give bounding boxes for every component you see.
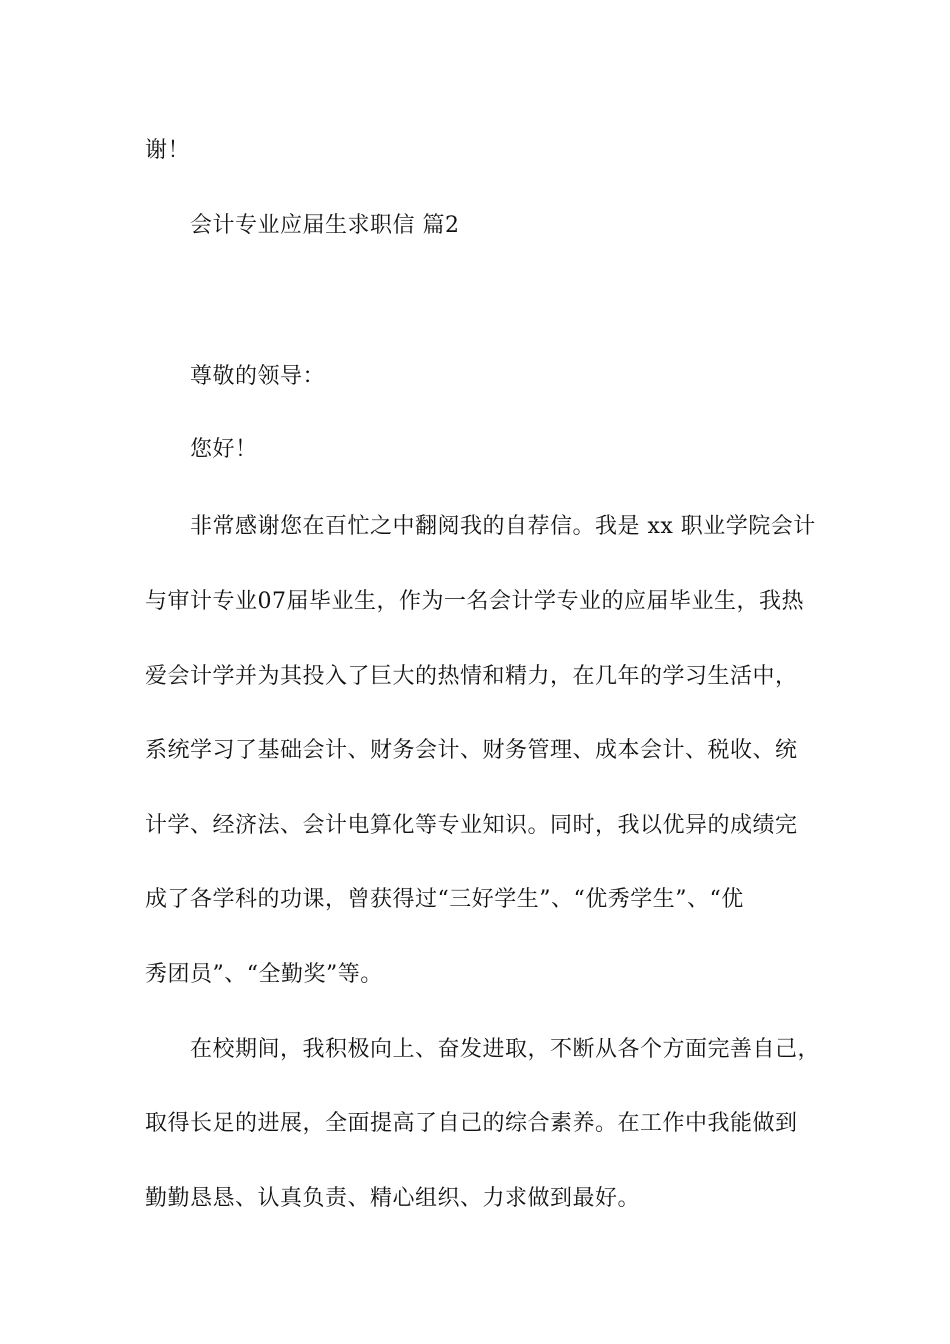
paragraph-line: 秀团员”、“全勤奖”等。 [145, 962, 383, 987]
paragraph-line: 勤勤恳恳、认真负责、精心组织、力求做到最好。 [145, 1186, 641, 1211]
paragraph-line: 系统学习了基础会计、财务会计、财务管理、成本会计、税收、统 [145, 738, 798, 763]
salutation: 尊敬的领导： [190, 364, 326, 389]
paragraph-line: 在校期间，我积极向上、奋发进取，不断从各个方面完善自己， [190, 1037, 821, 1062]
paragraph-line: 成了各学科的功课，曾获得过“三好学生”、“优秀学生”、“优 [145, 887, 744, 912]
paragraph-line: 取得长足的进展，全面提高了自己的综合素养。在工作中我能做到 [145, 1111, 798, 1136]
paragraph-line: 计学、经济法、会计电算化等专业知识。同时，我以优异的成绩完 [145, 813, 798, 838]
carryover-text: 谢！ [145, 138, 191, 163]
paragraph-line: 非常感谢您在百忙之中翻阅我的自荐信。我是 xx 职业学院会计 [190, 514, 816, 539]
paragraph-line: 与审计专业07届毕业生，作为一名会计学专业的应届毕业生，我热 [145, 589, 804, 614]
greeting: 您好！ [190, 437, 258, 462]
paragraph-line: 爱会计学并为其投入了巨大的热情和精力，在几年的学习生活中， [145, 664, 798, 689]
section-heading: 会计专业应届生求职信 篇2 [190, 213, 460, 238]
